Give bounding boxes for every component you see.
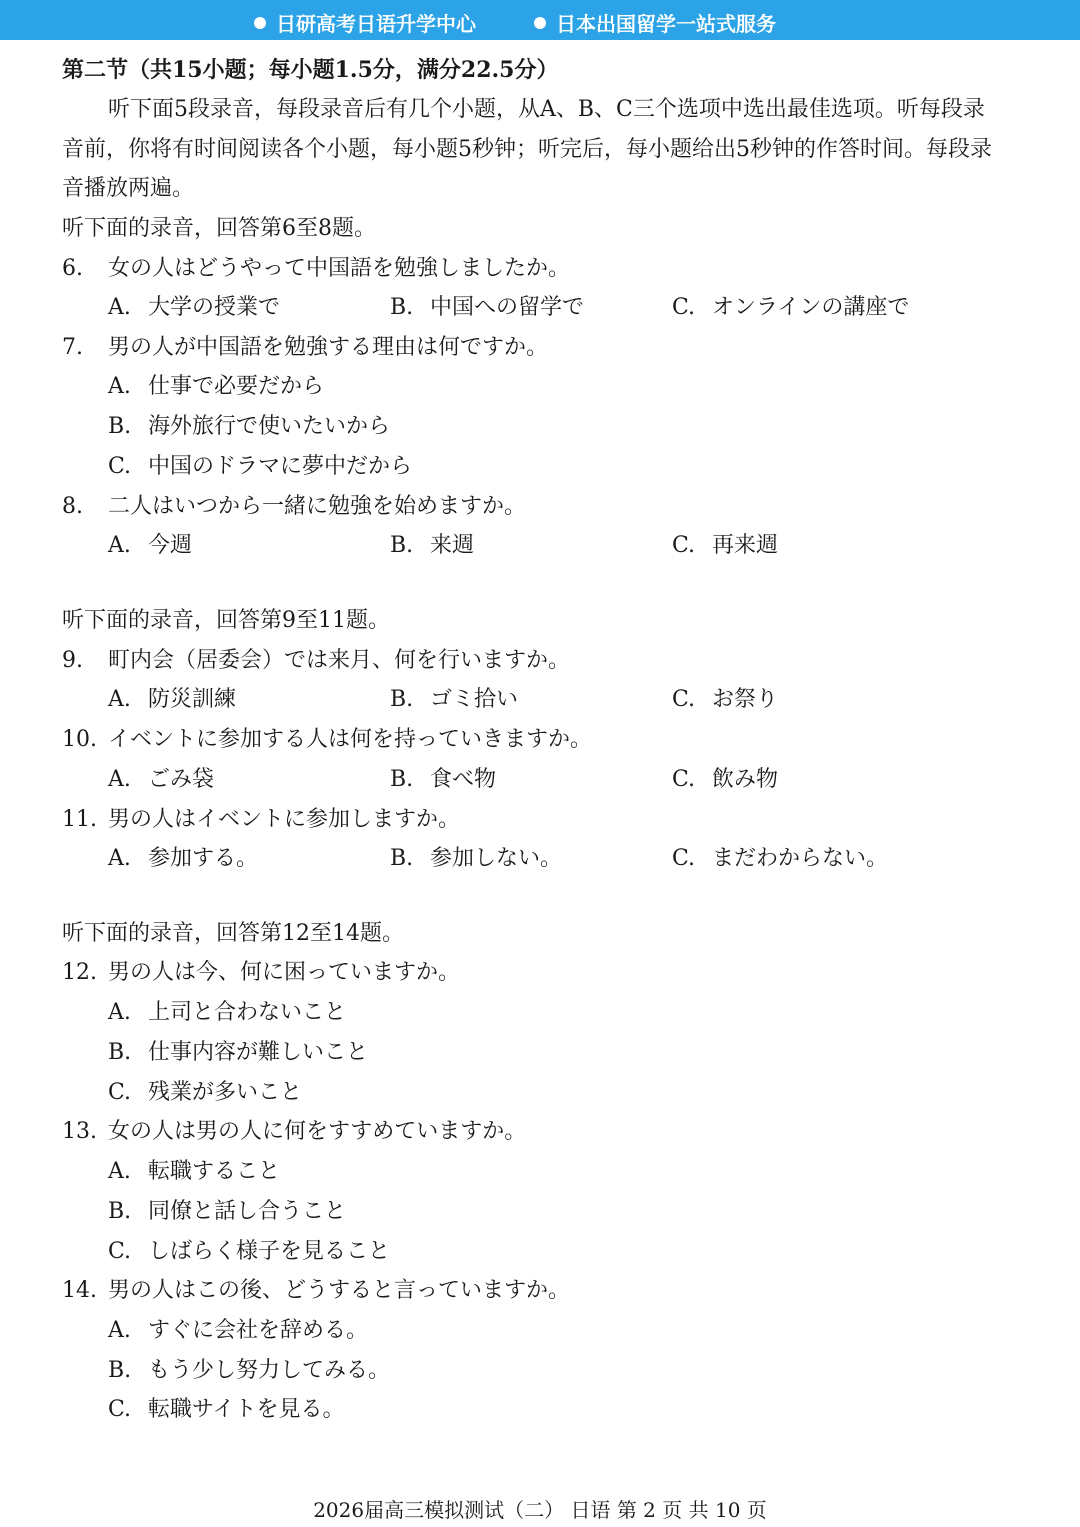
option-label: A. bbox=[108, 1000, 131, 1025]
option-text: 防災訓練 bbox=[148, 687, 237, 712]
option-label: B. bbox=[390, 846, 414, 871]
option-label: C. bbox=[672, 295, 696, 320]
question-text: 二人はいつから一緒に勉強を始めますか。 bbox=[108, 494, 527, 519]
option-label: A. bbox=[108, 846, 131, 871]
group-heading: 听下面的录音，回答第12至14题。 bbox=[62, 921, 404, 946]
option-text: 大学の授業で bbox=[148, 295, 281, 320]
question-text: 女の人は男の人に何をすすめていますか。 bbox=[108, 1119, 527, 1144]
option-text: ごみ袋 bbox=[148, 767, 215, 792]
option-label: B. bbox=[390, 295, 414, 320]
question-text: 男の人は今、何に困っていますか。 bbox=[108, 960, 461, 985]
option-label: C. bbox=[672, 687, 696, 712]
option-b bbox=[390, 532, 474, 560]
page-footer: 2026届高三模拟测试（二） 日语 第 2 页 共 10 页 bbox=[313, 1498, 767, 1522]
option-label: A. bbox=[108, 1318, 131, 1343]
option-label: B. bbox=[108, 1358, 132, 1383]
option-text: 来週 bbox=[430, 533, 475, 558]
question-text: 男の人はイベントに参加しますか。 bbox=[108, 807, 461, 832]
option-c bbox=[672, 686, 778, 714]
instruction-line: 音播放两遍。 bbox=[62, 176, 195, 201]
option-c bbox=[672, 532, 778, 560]
option-a bbox=[108, 294, 280, 322]
option-b bbox=[390, 845, 562, 873]
option-c bbox=[108, 453, 412, 481]
option-label: C. bbox=[672, 533, 696, 558]
option-text: 上司と合わないこと bbox=[148, 1000, 347, 1025]
option-text: もう少し努力してみる。 bbox=[148, 1358, 391, 1383]
option-text: 食べ物 bbox=[430, 767, 497, 792]
option-text: 同僚と話し合うこと bbox=[148, 1199, 347, 1224]
option-label: A. bbox=[108, 1159, 131, 1184]
question-text: 男の人が中国語を勉強する理由は何ですか。 bbox=[108, 335, 549, 360]
option-label: B. bbox=[108, 414, 132, 439]
question-text: 男の人はこの後、どうすると言っていますか。 bbox=[108, 1278, 571, 1303]
question-text: 女の人はどうやって中国語を勉強しましたか。 bbox=[108, 256, 571, 281]
option-a bbox=[108, 766, 214, 794]
option-a bbox=[108, 999, 346, 1027]
option-c bbox=[672, 766, 778, 794]
option-c bbox=[108, 1396, 344, 1424]
banner-left-text: 日研高考日语升学中心 bbox=[276, 12, 476, 36]
option-label: C. bbox=[108, 1397, 132, 1422]
option-text: 転職すること bbox=[148, 1159, 281, 1184]
option-c bbox=[108, 1079, 302, 1107]
question-number: 10. bbox=[62, 727, 97, 752]
option-label: C. bbox=[108, 454, 132, 479]
option-c bbox=[672, 845, 888, 873]
option-text: 参加しない。 bbox=[430, 846, 563, 871]
option-label: A. bbox=[108, 767, 131, 792]
option-b bbox=[390, 766, 496, 794]
option-c bbox=[672, 294, 909, 322]
question-number: 11. bbox=[62, 807, 97, 832]
question-number: 12. bbox=[62, 960, 97, 985]
question-number: 13. bbox=[62, 1119, 97, 1144]
instruction-line: 听下面5段录音，每段录音后有几个小题，从A、B、C三个选项中选出最佳选项。听每段录 bbox=[108, 97, 985, 122]
question-number: 7. bbox=[62, 335, 83, 360]
option-label: B. bbox=[390, 533, 414, 558]
section-title: 第二节（共15小题；每小题1.5分，满分22.5分） bbox=[62, 57, 559, 83]
option-text: 中国のドラマに夢中だから bbox=[148, 454, 413, 479]
option-label: B. bbox=[390, 767, 414, 792]
option-label: B. bbox=[390, 687, 414, 712]
option-a bbox=[108, 532, 192, 560]
option-label: C. bbox=[672, 767, 696, 792]
option-label: A. bbox=[108, 687, 131, 712]
option-label: A. bbox=[108, 374, 131, 399]
option-a bbox=[108, 373, 324, 401]
option-text: オンラインの講座で bbox=[712, 295, 910, 320]
option-text: 参加する。 bbox=[148, 846, 259, 871]
option-text: ゴミ拾い bbox=[430, 687, 519, 712]
option-text: しばらく様子を見ること bbox=[148, 1239, 391, 1264]
group-heading: 听下面的录音，回答第6至8题。 bbox=[62, 216, 376, 241]
option-b bbox=[390, 294, 584, 322]
option-text: 再来週 bbox=[712, 533, 779, 558]
option-b bbox=[108, 1357, 390, 1385]
option-text: 仕事内容が難しいこと bbox=[148, 1040, 369, 1065]
option-label: C. bbox=[108, 1239, 132, 1264]
option-b bbox=[108, 1198, 346, 1226]
option-a bbox=[108, 686, 236, 714]
option-text: まだわからない。 bbox=[712, 846, 889, 871]
option-a bbox=[108, 1158, 280, 1186]
option-label: B. bbox=[108, 1199, 132, 1224]
option-a bbox=[108, 1317, 368, 1345]
option-text: お祭り bbox=[712, 687, 779, 712]
question-text: イベントに参加する人は何を持っていきますか。 bbox=[108, 727, 593, 752]
option-b bbox=[108, 1039, 368, 1067]
option-label: A. bbox=[108, 533, 131, 558]
option-label: A. bbox=[108, 295, 131, 320]
question-number: 8. bbox=[62, 494, 83, 519]
option-a bbox=[108, 845, 258, 873]
question-number: 6. bbox=[62, 256, 83, 281]
option-c bbox=[108, 1238, 390, 1266]
option-label: C. bbox=[672, 846, 696, 871]
option-label: B. bbox=[108, 1040, 132, 1065]
option-text: 転職サイトを見る。 bbox=[148, 1397, 345, 1422]
group-heading: 听下面的录音，回答第9至11题。 bbox=[62, 608, 390, 633]
question-text: 町内会（居委会）では来月、何を行いますか。 bbox=[108, 648, 571, 673]
option-text: 残業が多いこと bbox=[148, 1080, 303, 1105]
banner-right-text: 日本出国留学一站式服务 bbox=[556, 12, 776, 36]
option-text: 仕事で必要だから bbox=[148, 374, 325, 399]
option-text: 今週 bbox=[148, 533, 193, 558]
instruction-line: 音前，你将有时间阅读各个小题，每小题5秒钟；听完后，每小题给出5秒钟的作答时间。每段录 bbox=[62, 137, 992, 162]
option-text: 中国への留学で bbox=[430, 295, 585, 320]
option-b bbox=[108, 413, 390, 441]
option-text: すぐに会社を辞める。 bbox=[148, 1318, 369, 1343]
question-number: 9. bbox=[62, 648, 83, 673]
question-number: 14. bbox=[62, 1278, 97, 1303]
option-b bbox=[390, 686, 518, 714]
option-text: 海外旅行で使いたいから bbox=[148, 414, 391, 439]
option-label: C. bbox=[108, 1080, 132, 1105]
option-text: 飲み物 bbox=[712, 767, 779, 792]
